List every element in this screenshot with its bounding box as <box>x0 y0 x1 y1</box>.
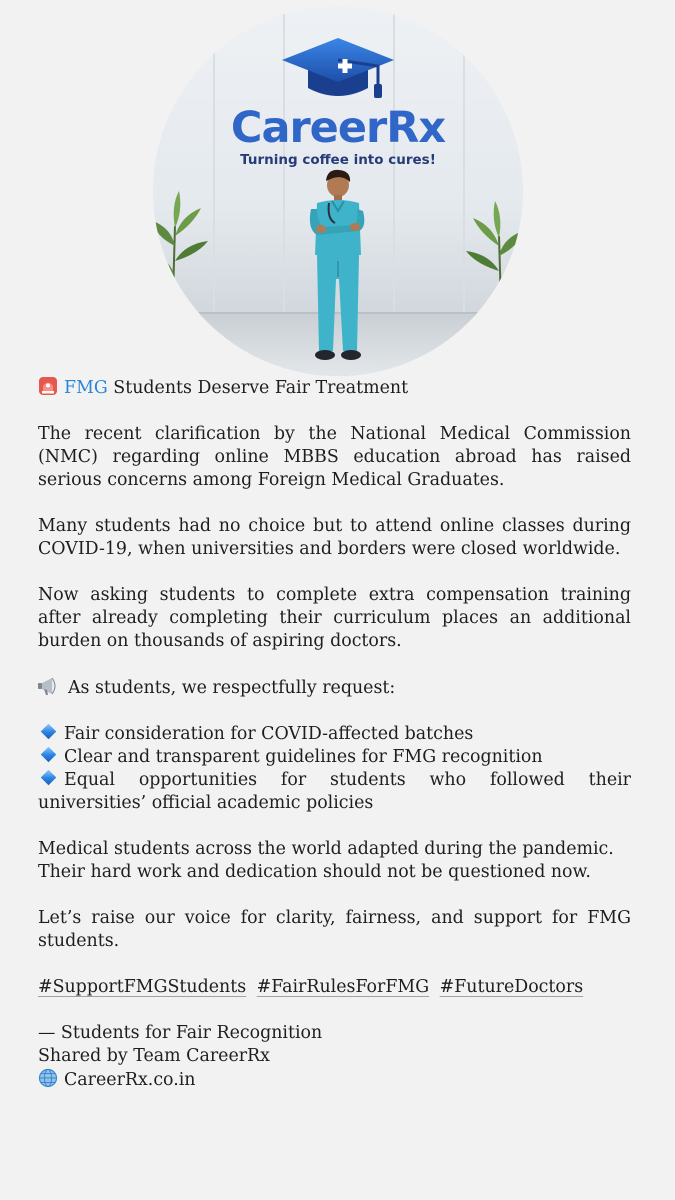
signoff-line: — Students for Fair Recognition <box>38 1023 323 1043</box>
graduation-cap-icon <box>278 36 398 108</box>
blue-diamond-icon <box>41 770 57 786</box>
paragraph: Many students had no choice but to attend online classes during COVID-19, when universities and borders were closed worldwide. <box>38 516 631 559</box>
website-link[interactable]: CareerRx.co.in <box>64 1070 196 1090</box>
paragraph: The recent clarification by the National Medical Commission (NMC) regarding online MBBS education abroad has raised serious concerns among Foreign Medical Graduates. <box>38 424 631 490</box>
paragraph: Medical students across the world adapted during the pandemic. Their hard work and dedication should not be questioned now. <box>38 839 614 882</box>
paragraph: Now asking students to complete extra compensation training after already completing their curriculum places an additional burden on thousands of aspiring doctors. <box>38 585 631 651</box>
hashtag-list <box>38 976 631 999</box>
plant-right-icon <box>463 196 523 306</box>
website-line <box>38 1068 631 1092</box>
request-intro: As students, we respectfully request: <box>68 678 396 698</box>
plant-left-icon <box>153 186 213 296</box>
globe-icon <box>38 1068 58 1088</box>
list-item-text: Equal opportunities for students who followed their universities’ official academic policies <box>38 770 631 813</box>
headline-text: Students Deserve Fair Treatment <box>107 378 409 398</box>
doctor-figure <box>303 169 373 364</box>
request-intro-line <box>38 676 631 700</box>
blue-diamond-icon <box>41 747 57 763</box>
hashtag-link[interactable]: #FutureDoctors <box>439 977 584 997</box>
headline-highlight: FMG <box>64 378 108 398</box>
signoff-line: Shared by Team CareerRx <box>38 1046 270 1066</box>
blue-diamond-icon <box>41 724 57 740</box>
request-list <box>38 723 631 815</box>
siren-icon <box>38 376 58 396</box>
megaphone-icon <box>38 676 62 696</box>
paragraph: Let’s raise our voice for clarity, fairness, and support for FMG students. <box>38 908 631 951</box>
signoff <box>38 1022 631 1092</box>
list-item-text: Clear and transparent guidelines for FMG recognition <box>64 747 543 767</box>
brand-name: CareerRx <box>230 103 446 153</box>
brand-tagline: Turning coffee into cures! <box>240 152 436 168</box>
hashtag-link[interactable]: #SupportFMGStudents <box>38 977 247 997</box>
hero-image <box>153 6 523 376</box>
post-body <box>38 376 631 1092</box>
post-headline <box>38 376 631 400</box>
hashtag-link[interactable]: #FairRulesForFMG <box>256 977 430 997</box>
list-item <box>38 746 631 769</box>
list-item <box>38 769 631 815</box>
list-item-text: Fair consideration for COVID-affected batches <box>64 724 474 744</box>
list-item <box>38 723 631 746</box>
brand-logo <box>153 36 523 168</box>
